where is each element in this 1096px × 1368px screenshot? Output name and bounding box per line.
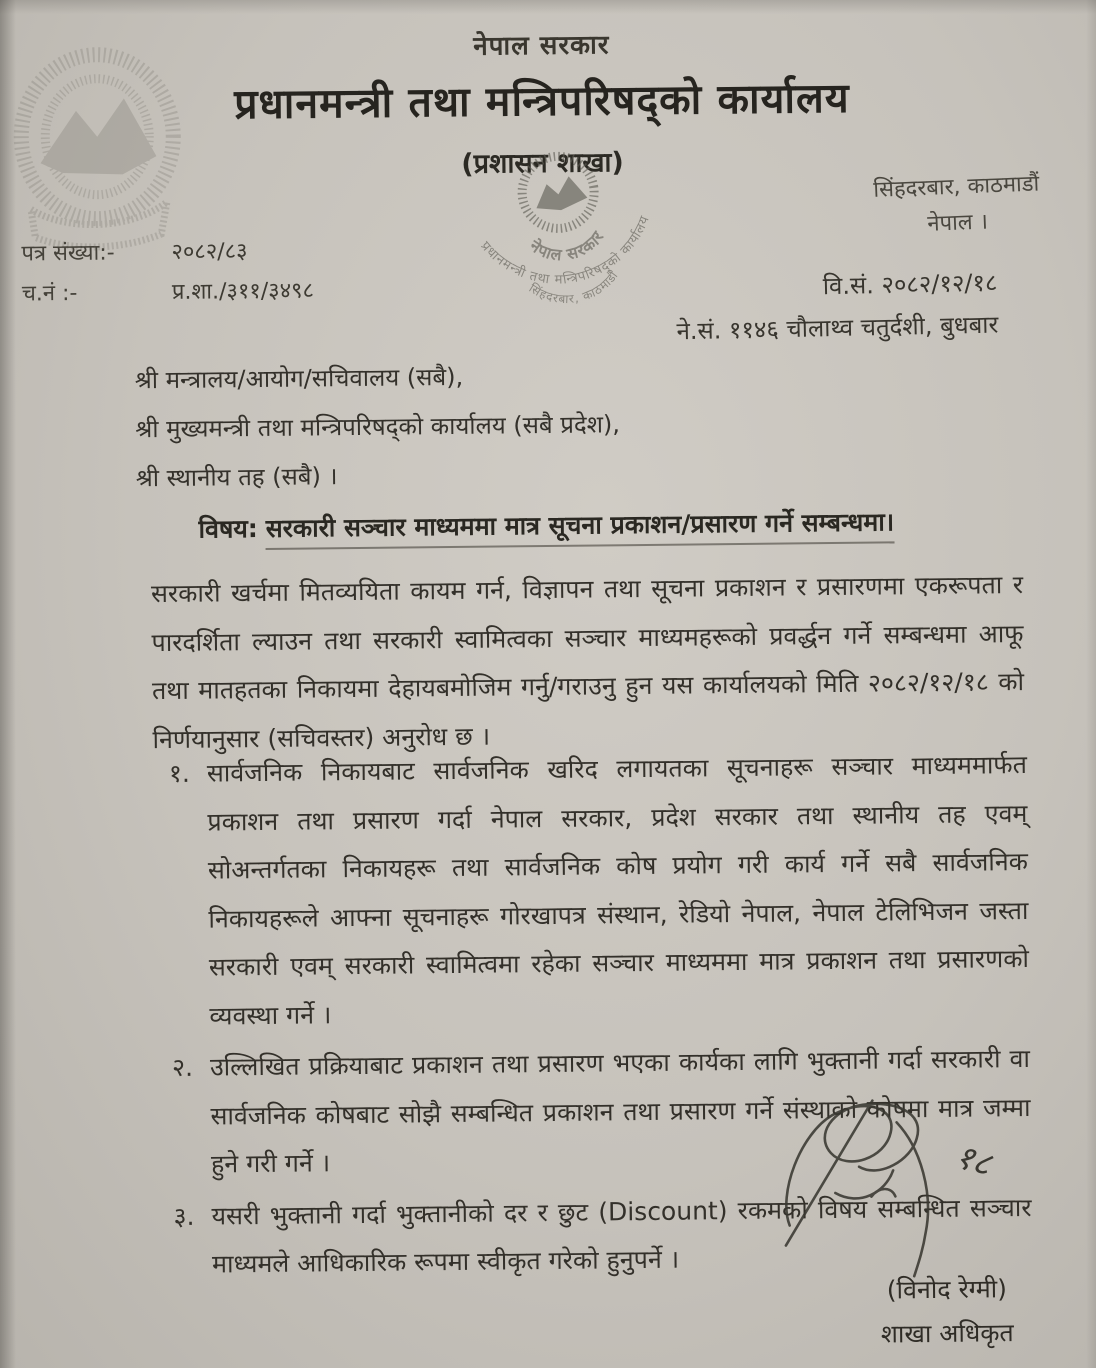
- date-block: [675, 262, 999, 353]
- office-title: प्रधानमन्त्री तथा मन्त्रिपरिषद्को कार्यालय: [233, 73, 850, 129]
- government-name: नेपाल सरकार: [473, 30, 610, 62]
- directive-text: सार्वजनिक निकायबाट सार्वजनिक खरिद लगायतका सूचनाहरू सञ्चार माध्यममार्फत प्रकाशन तथा प्रसारण गर्दा नेपाल सरकार, प्रदेश सरकार तथा स्थानीय तह एवम् सोअन्तर्गतका निकायहरू तथा सार्वजनिक कोष प्रयोग गरी कार्य गर्ने सबै सार्वजनिक निकायहरूले आफ्ना सूचनाहरू गोरखापत्र संस्थान, रेडियो नेपाल, नेपाल टेलिभिजन जस्ता सरकारी एवम् सरकारी स्वामित्वमा रहेका सञ्चार माध्यममा मात्र प्रकाशन तथा प्रसारणको व्यवस्था गर्ने ।: [206, 749, 1030, 1031]
- directive-text: यसरी भुक्तानी गर्दा भुक्तानीको दर र छुट (Discount) रकमको विषय सम्बन्धित सञ्चार माध्यमले आधिकारिक रूपमा स्वीकृत गरेको हुनुपर्ने ।: [211, 1192, 1032, 1279]
- address-line: नेपाल ।: [926, 209, 989, 237]
- subject-line: [0, 502, 1094, 547]
- dispatch-number-row: [22, 280, 314, 305]
- letter-number-value: २०८२/८३: [171, 239, 248, 265]
- recipient-line: श्री मन्त्रालय/आयोग/सचिवालय (सबै),: [134, 362, 464, 395]
- directive-number: १.: [168, 758, 191, 788]
- branch-name: (प्रशासन शाखा): [461, 147, 624, 180]
- office-address: [836, 165, 1079, 246]
- stamp-text-office: प्रधानमन्त्री तथा मन्त्रिपरिषद्को कार्यालय: [477, 213, 653, 288]
- dispatch-number-label: च.नं :-: [21, 280, 78, 307]
- reference-block: [21, 240, 314, 323]
- body-intro-paragraph: सरकारी खर्चमा मितव्ययिता कायम गर्न, विज्ञापन तथा सूचना प्रकाशन र प्रसारणमा एकरूपता र पारदर्शिता ल्याउन तथा सरकारी स्वामित्वका सञ्चार माध्यमहरूको प्रवर्द्धन गर्ने सम्बन्धमा आफू तथा मातहतका निकायमा देहायबमोजिम गर्नु/गराउनु हुन यस कार्यालयको मिति २०८२/१२/१८ को निर्णयानुसार (सचिवस्तर) अनुरोध छ ।: [150, 570, 1025, 754]
- directive-number: २.: [171, 1052, 194, 1082]
- stamp-text-address: सिंहदरबार, काठमाडौं: [526, 268, 621, 307]
- signer-designation: शाखा अधिकृत: [880, 1318, 1014, 1349]
- stamp-text-government: नेपाल सरकार: [526, 226, 608, 265]
- subject-label: विषय:: [198, 514, 258, 544]
- letter-number-row: [21, 240, 313, 265]
- directive-item: [169, 741, 1030, 1041]
- recipient-line: श्री मुख्यमन्त्री तथा मन्त्रिपरिषद्को कार्यालय (सबै प्रदेश),: [135, 410, 621, 444]
- letter-number-label: पत्र संख्या:-: [21, 240, 115, 267]
- handwritten-signature: [774, 1073, 1026, 1286]
- date-nepal-sambat: ने.सं. ११४६ चौलाथ्व चतुर्दशी, बुधबार: [676, 310, 999, 346]
- signer-name: (विनोद रेग्मी): [886, 1274, 1008, 1305]
- address-line: सिंहदरबार, काठमाडौं: [872, 171, 1040, 203]
- subject-text: सरकारी सञ्चार माध्यममा मात्र सूचना प्रकाशन/प्रसारण गर्ने सम्बन्धमा।: [266, 507, 895, 550]
- date-bikram-sambat: वि.सं. २०८२/१२/१८: [822, 268, 998, 301]
- dispatch-number-value: प्र.शा./३११/३४९८: [171, 278, 315, 305]
- recipient-list: [135, 351, 621, 503]
- directive-text: उल्लिखित प्रक्रियाबाट प्रकाशन तथा प्रसारण भएका कार्यका लागि भुक्तानी गर्दा सरकारी वा सार्वजनिक कोषबाट सोझै सम्बन्धित प्रकाशन तथा प्रसारण गर्ने संस्थाको कोषमा मात्र जम्मा हुने गरी गर्ने ।: [209, 1043, 1031, 1179]
- office-stamp: [431, 121, 699, 348]
- directive-number: ३.: [173, 1201, 195, 1231]
- signer-block: [844, 1267, 1050, 1357]
- recipient-line: श्री स्थानीय तह (सबै) ।: [135, 462, 338, 493]
- signature-handwritten-date: १८: [950, 1136, 997, 1185]
